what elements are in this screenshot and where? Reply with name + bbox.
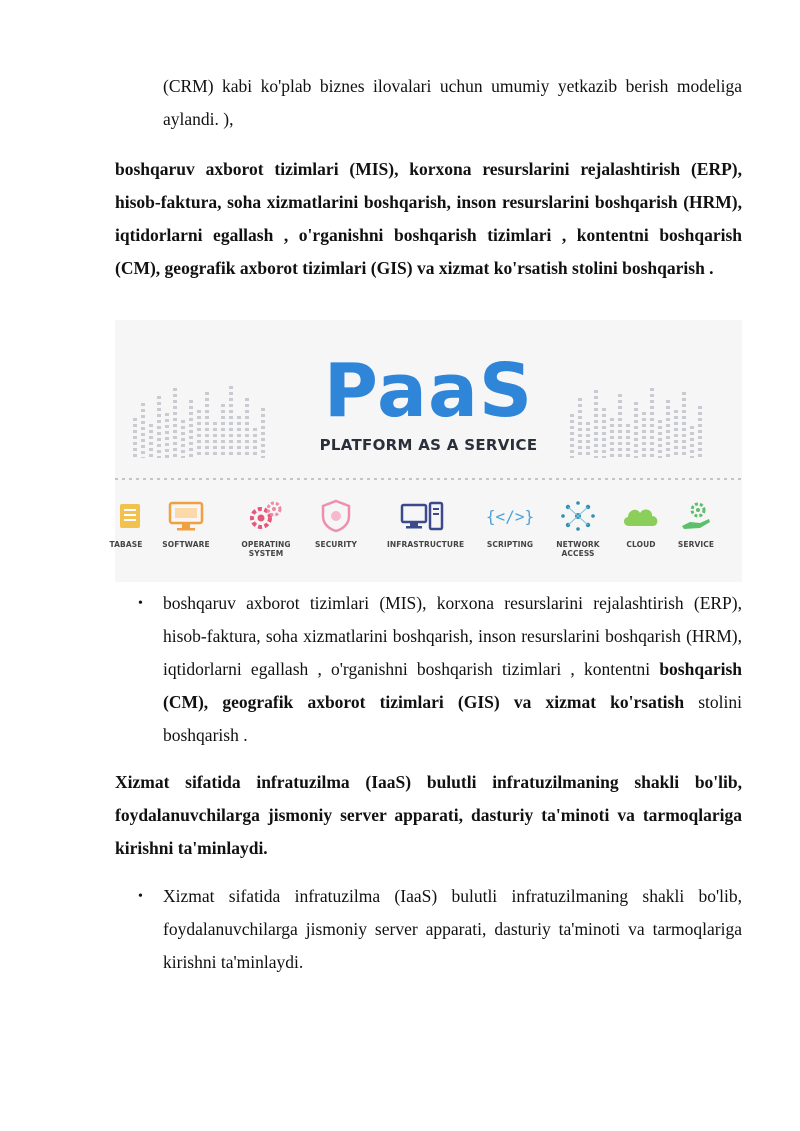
gears-icon [246,498,286,534]
code-icon [485,498,535,534]
icon-item-network-access [543,498,613,558]
icon-label: CLOUD [626,540,656,549]
icon-label: NETWORK ACCESS [556,540,600,558]
icon-label: OPERATING SYSTEM [241,540,291,558]
icon-item-infrastructure [387,498,465,549]
icon-label: TABASE [109,540,143,549]
icon-item-service [661,498,731,549]
paas-title: PaaS [323,348,534,434]
paas-banner-image [109,320,742,582]
icon-label: SOFTWARE [162,540,210,549]
icon-label: SCRIPTING [486,540,534,549]
icon-label: INFRASTRUCTURE [387,540,465,549]
bullet-item-iaas: Xizmat sifatida infratuzilma (IaaS) bulutli infratuzilmaning shakli bo'lib, foydalanuvchilarga jismoniy server apparati, dasturiy ta'minoti va tarmoqlariga kirishni ta'minlaydi. [163,886,742,972]
bullet-item-mis [163,587,742,752]
bullet-symbol: • [138,889,143,904]
icon-label: SERVICE [677,540,715,549]
svg-text:{</>}: {</>} [485,507,535,526]
bullet-symbol: • [138,596,143,611]
dotted-divider [115,478,742,480]
shield-icon [316,498,356,534]
monitor-icon [166,498,206,534]
paragraph-bold-iaas: Xizmat sifatida infratuzilma (IaaS) bulutli infratuzilmaning shakli bo'lib, foydalanuvchilarga jismoniy server apparati, dasturiy ta'minoti va tarmoqlariga kirishni ta'minlaydi. [115,772,742,858]
network-icon [558,498,598,534]
icon-item-security [301,498,371,549]
database-icon [106,498,146,534]
server-icon [398,498,446,534]
icon-item-scripting [475,498,545,549]
icon-label: SECURITY [314,540,358,549]
bullet-text-bold: boshqarish (CM), geografik axborot tizimlari (GIS) va xizmat ko'rsatish [163,659,742,712]
bullet-text-tail: stolini boshqarish . [163,692,743,745]
paas-subtitle: PLATFORM AS A SERVICE [319,436,538,454]
bullet-text-regular: boshqaruv axborot tizimlari (MIS), korxona resurslarini rejalashtirish (ERP), hisob-faktura, soha xizmatlarini boshqarish, inson resurslarini boshqarish (HRM), iqtidorlarni egallash , o'rganishni boshqarish tizimlari , kontentni [163,593,742,679]
icon-item-operating-system [231,498,301,558]
hand-gear-icon [676,498,716,534]
icon-item-software [151,498,221,549]
cloud-icon [619,498,663,534]
paragraph-bold-mis: boshqaruv axborot tizimlari (MIS), korxona resurslarini rejalashtirish (ERP), hisob-faktura, soha xizmatlarini boshqarish, inson resurslarini boshqarish (HRM), iqtidorlarni egallash , o'rganishni boshqarish tizimlari , kontentni boshqarish (CM), geografik axborot tizimlari (GIS) va xizmat ko'rsatish stolini boshqarish . [115,159,742,278]
paragraph-continuation: (CRM) kabi ko'plab biznes ilovalari uchun umumiy yetkazib berish modeliga aylandi. ), [163,76,742,129]
